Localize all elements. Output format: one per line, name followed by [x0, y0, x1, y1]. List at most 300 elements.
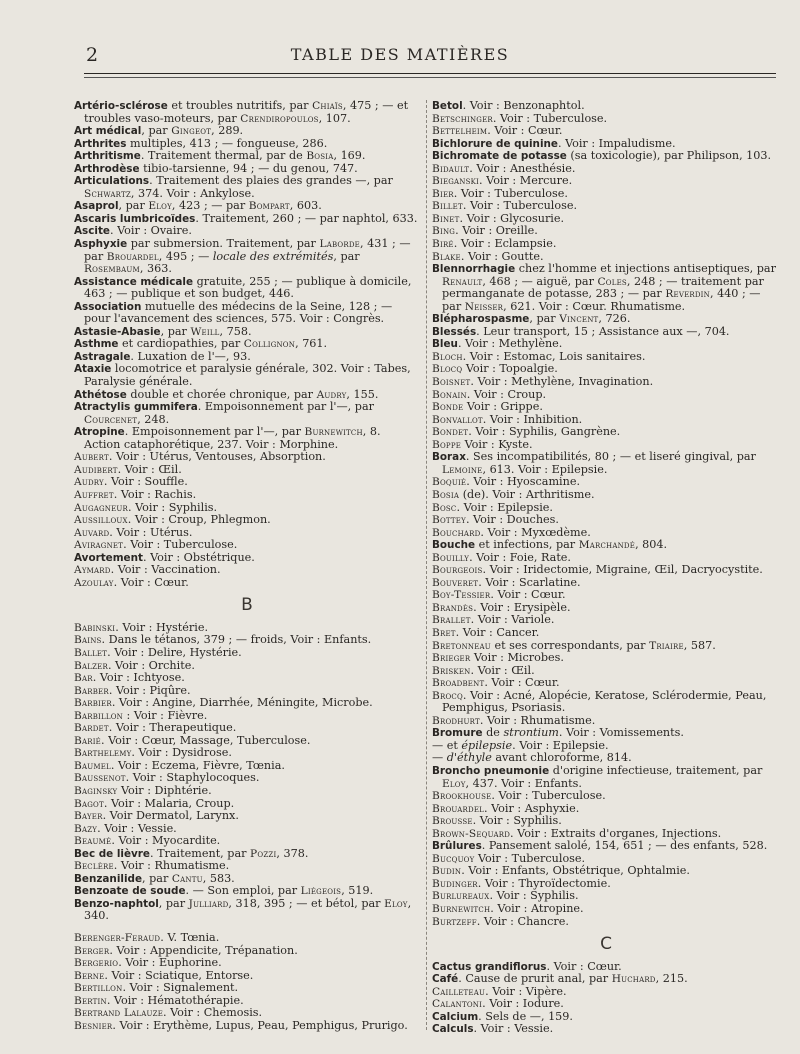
entry-text: , par — [141, 124, 172, 138]
entry-keyword: Bromure — [432, 727, 483, 740]
entry-text: . Voir : Chancre. — [476, 914, 569, 928]
entry-text: . Voir : Eczema, Fièvre, Tœnia. — [110, 758, 285, 772]
author-name: Billet — [432, 200, 463, 213]
entry-text: , 437. Voir : Enfants. — [465, 776, 582, 790]
entry-text: . Voir : Myocardite. — [111, 834, 221, 848]
entry-text: de — [482, 726, 504, 740]
author-name: Barié — [74, 734, 101, 747]
entry-text: . Voir : Tuberculose. — [492, 111, 608, 125]
author-name: Bloch — [432, 350, 463, 363]
entry-text: . Voir : Syphilis. — [472, 814, 562, 828]
entry-keyword: Ascaris lumbricoïdes — [74, 212, 196, 225]
entry-keyword: Asthme — [74, 338, 119, 351]
entry-text: . Traitement thermal, par de — [140, 149, 307, 163]
entry-keyword: Bouche — [432, 539, 476, 552]
author-name: Barthelemy — [74, 747, 132, 760]
entry-text: . Voir : Syphilis. — [128, 500, 218, 514]
author-name: Audry — [74, 476, 104, 489]
entry-text: , 519. — [341, 884, 374, 898]
author-name: Budinger — [432, 877, 478, 890]
author-name: Bret — [432, 626, 456, 639]
entry-text: . Voir : Chemosis. — [163, 1006, 263, 1020]
entry-text: chez l'homme et injections antiseptiques, par — [515, 262, 776, 276]
entry-text: . Voir : Ichtyose. — [92, 671, 185, 685]
author-name: Besnier — [74, 1019, 113, 1032]
index-entry — [74, 860, 420, 873]
author-name: Huchard — [611, 973, 656, 986]
entry-text: , 761. — [295, 337, 328, 351]
entry-text: , 613. Voir : Epilepsie. — [482, 462, 608, 476]
author-name: Brisken — [432, 664, 471, 677]
author-name: Boy-Tessier — [432, 589, 491, 602]
entry-text: gratuite, 255 ; — publique à domicile, 463 ; — publique et son budget, 446. — [84, 274, 412, 301]
index-column-right — [432, 100, 780, 1036]
author-name: Auvard — [74, 526, 110, 539]
entry-text: . Voir : Tuberculose. — [453, 186, 568, 200]
entry-keyword: Asphyxie — [74, 238, 128, 251]
author-name: Bonain — [432, 388, 467, 401]
entry-text: . Voir : Enfants, Obstétrique, Ophtalmie. — [461, 864, 690, 878]
author-name: Bouilly — [432, 551, 470, 564]
author-name: Bettelheim — [432, 125, 488, 138]
entry-text: , 318, 395 ; — et bétol, par — [228, 896, 385, 910]
author-name: Bertillon — [74, 982, 123, 995]
entry-text: . Voir : Variole. — [470, 613, 555, 627]
entry-text: et troubles nutritifs, par — [167, 99, 313, 112]
entry-keyword: Benzanilide — [74, 872, 142, 885]
author-name: Azoulay — [74, 576, 114, 589]
entry-keyword: Bec de lièvre — [74, 847, 150, 860]
index-entry — [74, 301, 420, 326]
entry-text: . Voir : Vaccination. — [110, 563, 221, 577]
entry-keyword: Astragale — [74, 350, 131, 363]
entry-text: et cardiopathies, par — [118, 337, 244, 351]
entry-text: Voir : Kyste. — [461, 437, 533, 451]
author-name: Aviragnet — [74, 539, 124, 552]
author-name: Aubert — [74, 451, 109, 464]
author-name: Boppe — [432, 438, 462, 451]
entry-text: . Cause de prurit anal, par — [458, 972, 612, 986]
author-name: Broadbent — [432, 677, 485, 690]
entry-text: . Ses incompatibilités, 80 ; — et liseré gingival, par — [465, 450, 756, 464]
entry-text: . Voir : Euphorine. — [118, 956, 222, 970]
entry-text: , 495 ; — — [158, 249, 213, 263]
entry-text: . Voir : Myxœdème. — [480, 525, 591, 539]
entry-text: , 468 ; — aiguë, par — [482, 274, 598, 288]
entry-keyword: Ataxie — [74, 363, 112, 376]
author-name: Brouardel — [432, 802, 484, 815]
entry-text: . Pansement salolé, 154, 651 ; — des enfants, 528. — [481, 839, 768, 853]
entry-text: — — [432, 751, 447, 765]
author-name: Bonde — [432, 401, 464, 414]
entry-text: locomotrice et paralysie générale, 302. Voir : Tabes, Paralysie générale. — [84, 362, 411, 389]
entry-text: (sa toxicologie), par Philipson, 103. — [566, 149, 772, 163]
index-entry — [432, 690, 780, 715]
author-name: Bayer — [74, 810, 103, 823]
entry-text: . Voir : Orchite. — [107, 658, 195, 672]
entry-text: . — Son emploi, par — [185, 884, 301, 898]
entry-text: . Voir : Staphylocoques. — [125, 771, 260, 785]
author-name: Burnewitch — [432, 903, 491, 915]
entry-text: — et — [432, 738, 462, 752]
entry-text: . Voir : Croup, Phlegmon. — [127, 513, 271, 527]
entry-text: . Voir : Mercure. — [479, 174, 573, 188]
author-name: Ballet — [74, 646, 108, 659]
entry-text: . Voir : Syphilis. — [489, 889, 579, 903]
entry-text: , 248 ; — traitement par permanganate de potasse, 283 ; — par — [442, 274, 764, 301]
author-name: Neisser — [464, 300, 504, 313]
entry-text: , 378. — [276, 846, 309, 860]
entry-text: , 475 ; — et troubles vaso-moteurs, par — [84, 99, 409, 125]
entry-text: . Voir : Methylène. — [457, 337, 563, 351]
entry-keyword: Calculs — [432, 1023, 474, 1036]
author-name: Liégeois — [300, 885, 342, 898]
author-name: Triaire — [649, 639, 684, 652]
author-name: Rosembaum — [84, 263, 140, 276]
entry-text: , 215. — [655, 972, 688, 986]
entry-text: : Voir : Fièvre. — [122, 708, 208, 722]
entry-text: , 603. — [289, 199, 322, 213]
entry-text: . Voir : Foie, Rate. — [469, 550, 571, 564]
entry-text: . Voir : Vessie. — [473, 1022, 554, 1036]
author-name: Babinski — [74, 621, 116, 634]
entry-text: multiples, 413 ; — fongueuse, 286. — [126, 136, 328, 150]
entry-text: . Voir : Impaludisme. — [557, 136, 676, 150]
entry-text: . Voir : Hystérie. — [115, 620, 209, 634]
entry-text: . V. Tœnia. — [160, 931, 220, 944]
index-entry — [74, 489, 420, 502]
author-name: Bouveret — [432, 576, 479, 589]
entry-italic: locale des extrémités — [212, 249, 334, 263]
entry-text: , 8. Action cataphorétique, 237. Voir : Morphine. — [84, 425, 381, 451]
entry-text: et infections, par — [475, 538, 579, 552]
entry-text: (de). Voir : Arthritisme. — [459, 487, 595, 501]
entry-keyword: Atractylis gummifera — [74, 401, 198, 414]
author-name: Auffret — [74, 488, 114, 501]
entry-text: . Voir : Acné, Alopécie, Keratose, Sclérodermie, Peau, Pemphigus, Psoriasis. — [442, 688, 767, 715]
entry-text: . Voir : Syphilis, Gangrène. — [468, 425, 621, 439]
entry-keyword: Articulations — [74, 175, 150, 188]
author-name: Cantu — [171, 872, 203, 885]
entry-keyword: Assistance médicale — [74, 275, 194, 288]
entry-text: . Voir : Atropine. — [490, 902, 584, 915]
entry-text: . Voir : Hyoscamine. — [466, 475, 581, 489]
entry-text: . Voir : Therapeutique. — [108, 721, 237, 735]
index-entry — [432, 890, 780, 903]
entry-text: . Voir : Hématothérapie. — [106, 993, 244, 1007]
entry-text: . Voir : Tuberculose. — [123, 538, 238, 552]
author-name: Brookhouse — [432, 790, 492, 803]
author-name: Bar — [74, 672, 93, 685]
author-name: Bardet — [74, 722, 109, 735]
author-name: Laborde — [319, 238, 360, 251]
index-entry — [74, 735, 420, 748]
author-name: Bertrand Lalauze — [74, 1007, 164, 1020]
page-number: 2 — [86, 44, 99, 66]
entry-text: . Voir : Erysipèle. — [473, 600, 571, 614]
author-name: Schwartz — [84, 187, 131, 200]
entry-keyword: Bichromate de potasse — [432, 150, 567, 163]
entry-text: , par — [118, 199, 149, 213]
author-name: Bouchard — [432, 526, 481, 539]
entry-keyword: Blennorrhagie — [432, 263, 516, 276]
entry-text: , 726. — [598, 312, 631, 326]
index-column-left — [74, 100, 420, 1032]
entry-text: . Voir : Vipère. — [485, 984, 567, 998]
author-name: Calantoni — [432, 998, 483, 1011]
author-name: Burtzeff — [432, 915, 477, 928]
entry-text: , par — [529, 312, 560, 326]
entry-text: Voir : Diphtérie. — [117, 783, 212, 797]
author-name: Baussenot — [74, 772, 126, 785]
entry-text: . Voir : Thyroïdectomie. — [477, 876, 611, 890]
author-name: Bains — [74, 634, 102, 647]
author-name: Audry — [316, 388, 347, 401]
entry-italic: épilepsie — [461, 738, 513, 752]
author-name: Weill — [190, 325, 220, 338]
section-gap — [74, 923, 420, 932]
author-name: Bosc — [432, 501, 457, 514]
entry-text: . Voir : Cancer. — [455, 625, 540, 639]
entry-keyword: Brûlures — [432, 840, 482, 853]
entry-text: . Voir : Extraits d'organes, Injections. — [510, 826, 722, 840]
entry-keyword: Atropine — [74, 426, 125, 439]
index-entry — [432, 263, 780, 313]
author-name: Aymard — [74, 564, 111, 577]
author-name: Bieganski — [432, 175, 480, 188]
author-name: Audibert — [74, 463, 118, 476]
entry-keyword: Arthritisme — [74, 150, 141, 163]
entry-keyword: Café — [432, 973, 459, 986]
author-name: Blake — [432, 250, 461, 263]
author-name: Biré — [432, 238, 454, 251]
author-name: Bier — [432, 187, 454, 200]
author-name: Barbillon — [74, 709, 123, 722]
index-entry — [432, 1023, 780, 1036]
entry-text: . Voir : Cœur. — [484, 676, 560, 690]
author-name: Bompart — [248, 200, 290, 213]
author-name: Balzer — [74, 659, 108, 672]
entry-text: , 374. Voir : Ankylose. — [130, 186, 255, 200]
entry-text: . Voir : Delire, Hystérie. — [107, 645, 242, 659]
entry-text: , par — [333, 249, 360, 263]
author-name: Binet — [432, 212, 460, 225]
entry-text: . Voir : Benzonaphtol. — [462, 99, 585, 112]
entry-text: . Voir : Vomissements. — [558, 726, 684, 740]
author-name: Brodhurt — [432, 714, 480, 727]
entry-text: . Voir : Œil. — [470, 663, 535, 677]
entry-text: . Voir : Souffle. — [103, 475, 188, 489]
entry-text: , 583. — [202, 871, 235, 885]
entry-keyword: Benzoate de soude — [74, 885, 186, 898]
author-name: Betschinger — [432, 112, 493, 125]
entry-text: d'origine infectieuse, traitement, par — [549, 763, 763, 777]
entry-text: avant chloroforme, 814. — [491, 751, 632, 765]
entry-keyword: Betol — [432, 100, 463, 112]
author-name: Blocq — [432, 363, 463, 376]
index-entry — [74, 577, 420, 590]
entry-text: . Voir : Utérus, Ventouses, Absorption. — [108, 450, 326, 464]
entry-text: . Empoisonnement par l'—, par — [124, 425, 305, 439]
author-name: Bonvallot — [432, 413, 483, 426]
section-letter: C — [600, 934, 612, 955]
entry-keyword: Astasie-Abasie — [74, 325, 161, 338]
author-name: Bosia — [306, 150, 334, 163]
entry-text: . Voir : Cœur. — [490, 588, 566, 602]
entry-text: , 440 ; — par — [442, 287, 761, 313]
author-name: Bertin — [74, 994, 107, 1007]
author-name: Bondet — [432, 426, 469, 439]
author-name: Brousse — [432, 815, 473, 828]
entry-text: . Voir : Tuberculose. — [462, 199, 578, 213]
page-title: TABLE DES MATIÈRES — [290, 45, 510, 64]
author-name: Burnewitch — [304, 426, 363, 439]
author-name: Eloy — [148, 200, 172, 213]
entry-text: . Voir : Cœur. — [487, 124, 563, 138]
entry-text: . Empoisonnement par l'—, par — [197, 400, 374, 414]
entry-text: , par — [158, 896, 189, 910]
entry-text: . Voir : Anesthésie. — [469, 161, 576, 175]
author-name: Crendiropoulos — [240, 112, 319, 125]
entry-text: . Voir : Rhumatisme. — [113, 859, 230, 873]
author-name: Pozzi — [250, 847, 277, 860]
author-name: Bottey — [432, 514, 466, 527]
entry-text: . Voir : Ovaire. — [109, 224, 192, 238]
entry-text: . Voir : Croup. — [466, 387, 547, 401]
author-name: Bing — [432, 225, 456, 238]
entry-text: , 431 ; — par — [84, 237, 411, 263]
entry-keyword: Arthrodèse — [74, 162, 140, 175]
author-name: Coles — [597, 275, 627, 288]
entry-text: . Voir : Piqûre. — [108, 683, 191, 697]
author-name: Marchandé — [578, 539, 636, 552]
author-name: Brown-Sequard — [432, 827, 511, 840]
author-name: Eloy — [384, 897, 408, 910]
entry-text: . Voir : Epilepsie. — [512, 738, 609, 752]
entry-text: . Leur transport, 15 ; Assistance aux —, 704. — [476, 324, 730, 338]
entry-text: . Voir : Estomac, Lois sanitaires. — [462, 349, 646, 363]
entry-text: . Traitement, par — [149, 846, 251, 860]
entry-text: , 248. — [137, 412, 170, 426]
entry-text: . Dans le tétanos, 379 ; — froids, Voir : Enfants. — [101, 633, 372, 647]
index-entry — [74, 238, 420, 276]
entry-text: . Voir : Appendicite, Trépanation. — [109, 943, 298, 957]
entry-text: , 587. — [683, 638, 716, 652]
index-entry — [74, 898, 420, 923]
entry-text: et ses correspondants, par — [490, 638, 650, 652]
entry-keyword: Borax — [432, 451, 466, 464]
entry-text: . Voir : Erythème, Lupus, Peau, Pemphigus, Prurigo. — [112, 1018, 408, 1032]
entry-text: , 423 ; — par — [171, 199, 249, 213]
entry-text: tibio-tarsienne, 94 ; — du genou, 747. — [139, 161, 358, 175]
author-name: Bosia — [432, 488, 460, 501]
entry-text: . Voir : Glycosurie. — [459, 211, 565, 225]
page-header — [0, 38, 800, 68]
author-name: Bagot — [74, 797, 104, 810]
entry-text: , 169. — [333, 149, 366, 163]
author-name: Boisnet — [432, 376, 471, 389]
entry-keyword: Benzo-naphtol — [74, 897, 159, 910]
entry-keyword: Bichlorure de quinine — [432, 137, 558, 150]
entry-keyword: Ascite — [74, 225, 110, 238]
author-name: Baginsky — [74, 784, 118, 797]
author-name: Chiaïs — [312, 100, 343, 112]
entry-text: . Voir : Œil. — [117, 462, 182, 476]
author-name: Boquié — [432, 476, 467, 489]
entry-keyword: Asaprol — [74, 200, 119, 213]
author-name: Bretonneau — [432, 639, 491, 652]
entry-keyword: Art médical — [74, 125, 142, 138]
entry-italic: d'éthyle — [446, 751, 492, 765]
index-entry — [432, 451, 780, 476]
author-name: Vincent — [559, 313, 599, 326]
author-name: Bucquoy — [432, 852, 475, 865]
entry-text: . Voir : Vessie. — [97, 821, 177, 835]
entry-keyword: Avortement — [74, 551, 143, 564]
entry-text: , 621. Voir : Cœur. Rhumatisme. — [503, 299, 686, 313]
author-name: Bazy — [74, 822, 98, 835]
entry-text: , par — [142, 871, 172, 885]
index-entry — [432, 916, 780, 929]
entry-text: . Voir : Oreille. — [455, 224, 538, 238]
author-name: Beclère — [74, 860, 114, 873]
author-name: Budin — [432, 865, 462, 878]
entry-text: . Voir : Rhumatisme. — [479, 713, 596, 727]
entry-text: . Voir : Obstétrique. — [142, 550, 255, 564]
author-name: Barbier — [74, 697, 112, 710]
author-name: Bidault — [432, 162, 470, 175]
header-rule — [84, 73, 776, 74]
entry-text: . Traitement des plaies des grandes —, par — [149, 174, 393, 188]
author-name: Baumel — [74, 759, 111, 772]
author-name: Brouardel — [106, 250, 159, 263]
entry-text: . Sels de —, 159. — [478, 1009, 573, 1023]
author-name: Gingeot — [171, 125, 212, 138]
entry-text: . Voir : Signalement. — [122, 981, 239, 995]
entry-text: . Voir Dermatol, Larynx. — [102, 809, 239, 823]
index-entry — [432, 878, 780, 891]
author-name: Berger — [74, 944, 110, 957]
author-name: Berenger-Feraud — [74, 932, 161, 944]
entry-text: . Voir : Rachis. — [113, 487, 197, 501]
entry-keyword: Bleu — [432, 338, 458, 351]
entry-text: . Voir : Tuberculose. — [491, 789, 606, 803]
author-name: Renault — [442, 275, 483, 288]
entry-keyword: Athétose — [74, 388, 127, 401]
index-entry — [74, 1020, 420, 1033]
entry-text: . Voir : Douches. — [465, 513, 559, 527]
author-name: Barber — [74, 684, 109, 697]
entry-keyword: Broncho pneumonie — [432, 764, 550, 777]
entry-text: . Voir : Asphyxie. — [483, 801, 580, 815]
entry-keyword: Artério-sclérose — [74, 100, 168, 112]
author-name: Augagneur — [74, 501, 128, 514]
author-name: Julliard — [188, 897, 229, 910]
entry-text: . Voir : Utérus. — [109, 525, 193, 539]
author-name: Eloy — [442, 777, 466, 790]
entry-text: . Voir : Iridectomie, Migraine, Œil, Dacryocystite. — [482, 563, 763, 577]
entry-text: , 289. — [211, 124, 244, 138]
author-name: Courcenet — [84, 413, 138, 426]
entry-text: Voir : Microbes. — [470, 651, 564, 665]
entry-text: , par — [160, 324, 191, 338]
index-entry — [74, 276, 420, 301]
author-name: Berne — [74, 969, 105, 982]
entry-text: . Luxation de l'—, 93. — [130, 349, 251, 363]
entry-text: . Voir : Angine, Diarrhée, Méningite, Microbe. — [111, 696, 373, 710]
author-name: Brocq — [432, 689, 463, 702]
entry-text: double et chorée chronique, par — [126, 387, 317, 401]
